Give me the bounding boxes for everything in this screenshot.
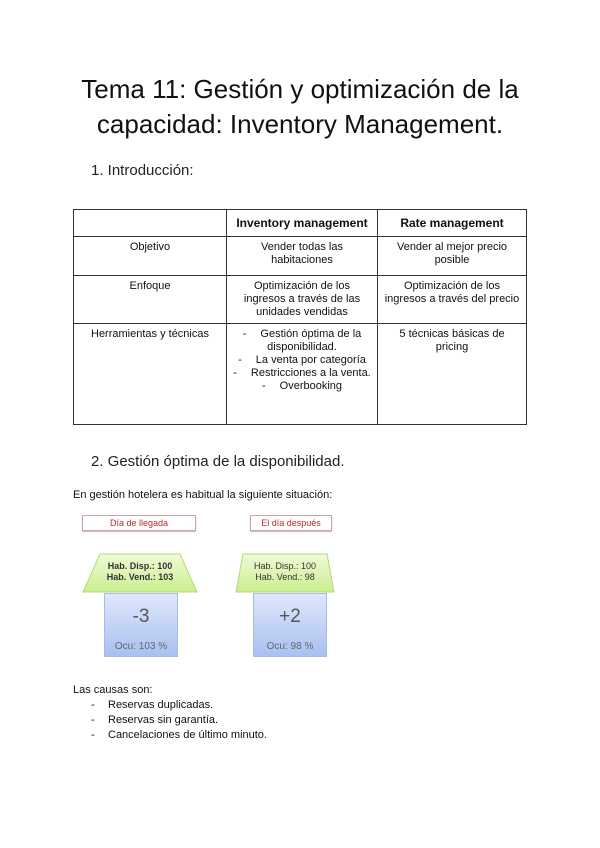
available-rooms: Hab. Disp.: 100 bbox=[253, 561, 317, 571]
bullet: - bbox=[91, 699, 95, 711]
sold-rooms: Hab. Vend.: 98 bbox=[255, 572, 315, 582]
section-heading: 2. Gestión óptima de la disponibilidad. bbox=[91, 453, 345, 470]
cause-text: Reservas duplicadas. bbox=[108, 699, 214, 711]
occupancy-box bbox=[104, 593, 178, 657]
comparison-table bbox=[73, 209, 527, 425]
list-item: - Gestión óptima de la disponibilidad. bbox=[233, 328, 371, 354]
row-label: Herramientas y técnicas bbox=[74, 324, 227, 425]
cell: Vender todas las habitaciones bbox=[227, 237, 378, 276]
tool-list bbox=[233, 328, 371, 393]
list-item: - Restricciones a la venta. bbox=[233, 367, 371, 380]
list-item: - La venta por categoría bbox=[233, 354, 371, 367]
table-row bbox=[74, 276, 527, 324]
table-header: Inventory management bbox=[227, 210, 378, 237]
table-row bbox=[74, 324, 527, 425]
title-line: capacidad: Inventory Management. bbox=[96, 109, 504, 139]
cell: Vender al mejor precio posible bbox=[378, 237, 527, 276]
difference-value: -3 bbox=[132, 606, 150, 627]
list-item bbox=[91, 699, 213, 711]
list-item: - Overbooking bbox=[233, 380, 371, 393]
bullet: - bbox=[91, 714, 95, 726]
cell: 5 técnicas básicas de pricing bbox=[378, 324, 527, 425]
occupancy-box bbox=[253, 593, 327, 657]
available-rooms: Hab. Disp.: 100 bbox=[107, 561, 173, 571]
table-header bbox=[74, 210, 227, 237]
table-header: Rate management bbox=[378, 210, 527, 237]
rooms-trapezoid bbox=[82, 553, 198, 593]
table-header-row bbox=[74, 210, 527, 237]
paragraph: Las causas son: bbox=[73, 684, 153, 696]
cell bbox=[227, 324, 378, 425]
day-label: El día después bbox=[250, 515, 332, 531]
paragraph: En gestión hotelera es habitual la siguiente situación: bbox=[73, 489, 333, 501]
section-heading: 1. Introducción: bbox=[91, 162, 194, 179]
list-item bbox=[91, 729, 267, 741]
sold-rooms: Hab. Vend.: 103 bbox=[106, 572, 174, 582]
row-label: Objetivo bbox=[74, 237, 227, 276]
cause-text: Cancelaciones de último minuto. bbox=[108, 729, 267, 741]
rooms-trapezoid bbox=[235, 553, 335, 593]
title-line: Tema 11: Gestión y optimización de la bbox=[81, 74, 519, 104]
page-title bbox=[0, 72, 600, 142]
occupancy-value: Ocu: 98 % bbox=[266, 641, 314, 652]
cause-text: Reservas sin garantía. bbox=[108, 714, 219, 726]
occupancy-value: Ocu: 103 % bbox=[114, 641, 168, 652]
difference-value: +2 bbox=[279, 606, 301, 627]
cell: Optimización de los ingresos a través del precio bbox=[378, 276, 527, 324]
row-label: Enfoque bbox=[74, 276, 227, 324]
bullet: - bbox=[91, 729, 95, 741]
table-row bbox=[74, 237, 527, 276]
cell: Optimización de los ingresos a través de las unidades vendidas bbox=[227, 276, 378, 324]
list-item bbox=[91, 714, 218, 726]
day-label: Día de llegada bbox=[82, 515, 196, 531]
